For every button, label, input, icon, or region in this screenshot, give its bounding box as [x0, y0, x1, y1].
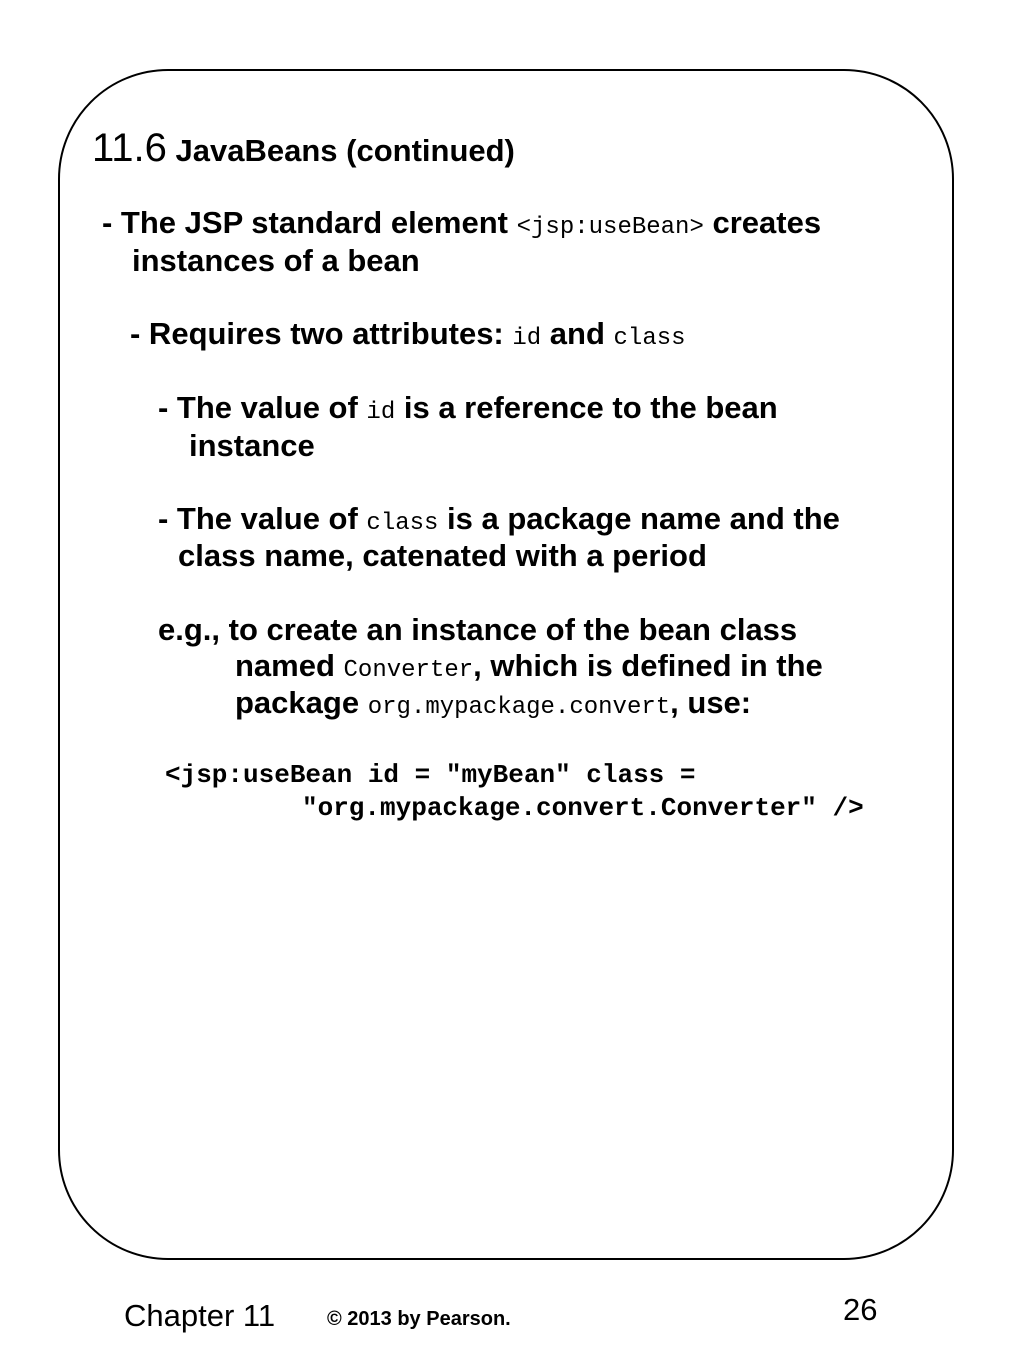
bullet-1-line-1 — [102, 205, 821, 246]
heading-title: JavaBeans (continued) — [175, 133, 515, 168]
code-package-name: org.mypackage.convert — [367, 694, 671, 721]
bullet-1-line-2: instances of a bean — [132, 243, 420, 278]
bullet-3-text-end: is a reference to the bean — [395, 390, 778, 425]
heading-number: 11.6 — [92, 126, 167, 170]
code-example-line-1: <jsp:useBean id = ″myBean″ class = — [165, 760, 696, 790]
bullet-4-text: - The value of — [158, 501, 367, 536]
bullet-1-text: - The JSP standard element — [102, 205, 517, 240]
code-id: id — [366, 399, 396, 426]
slide-heading — [92, 125, 515, 174]
bullet-2-text: - Requires two attributes: — [130, 316, 513, 351]
footer-page-number: 26 — [843, 1292, 878, 1327]
footer-chapter: Chapter 11 — [124, 1298, 276, 1333]
example-defined: , which is defined in the — [473, 648, 823, 683]
bullet-3-text: - The value of — [158, 390, 367, 425]
bullet-1-text-end: creates — [703, 205, 822, 240]
example-line-2 — [235, 648, 823, 689]
bullet-3-line-2: instance — [189, 428, 315, 463]
bullet-4-line-1 — [158, 501, 840, 542]
bullet-4-text-end: is a package name and the — [438, 501, 840, 536]
code-id: id — [512, 325, 542, 352]
bullet-3-line-1 — [158, 390, 778, 431]
code-example-line-2: ″org.mypackage.convert.Converter″ /> — [302, 793, 864, 823]
code-class: class — [366, 510, 439, 537]
example-package: package — [235, 685, 368, 720]
example-use: , use: — [670, 685, 752, 720]
example-named: named — [235, 648, 344, 683]
bullet-2 — [130, 316, 686, 357]
bullet-4-line-2: class name, catenated with a period — [178, 538, 707, 573]
bullet-2-and: and — [541, 316, 614, 351]
example-line-3 — [235, 685, 751, 726]
code-jsp-usebean: <jsp:useBean> — [516, 214, 704, 241]
example-line-1: e.g., to create an instance of the bean class — [158, 612, 798, 647]
code-class: class — [613, 325, 686, 352]
footer-copyright: © 2013 by Pearson. — [327, 1308, 511, 1330]
code-converter: Converter — [343, 657, 474, 684]
